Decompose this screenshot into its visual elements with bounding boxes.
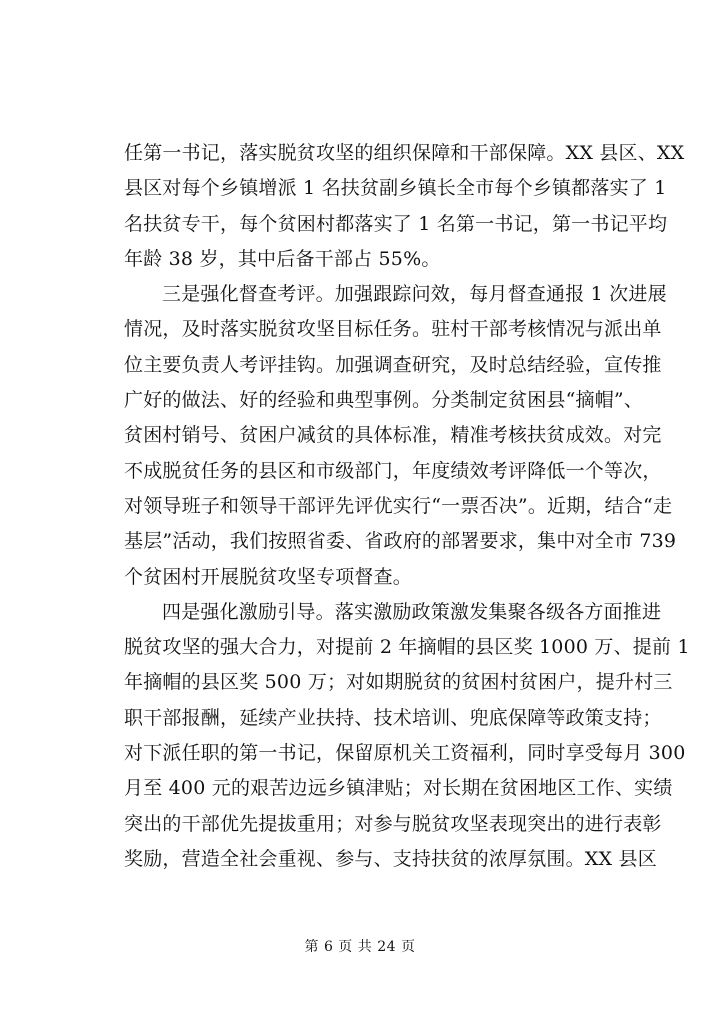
- text-line: 任第一书记，落实脱贫攻坚的组织保障和干部保障。XX 县区、XX: [124, 142, 685, 164]
- text-line: 个贫困村开展脱贫攻坚专项督查。: [124, 565, 413, 588]
- page-number-footer: 第 6 页 共 24 页: [304, 939, 416, 955]
- text-line: 奖励，营造全社会重视、参与、支持扶贫的浓厚氛围。XX 县区: [124, 847, 657, 870]
- text-line: 贫困村销号、贫困户减贫的具体标准，精准考核扶贫成效。对完: [124, 424, 662, 447]
- text-line: 脱贫攻坚的强大合力，对提前 2 年摘帽的县区奖 1000 万、提前 1: [124, 636, 690, 659]
- text-line: 对领导班子和领导干部评先评优实行“一票否决”。近期，结合“走: [124, 494, 673, 517]
- text-line: 对下派任职的第一书记，保留原机关工资福利，同时享受每月 300: [124, 742, 686, 765]
- text-line: 名扶贫专干，每个贫困村都落实了 1 名第一书记，第一书记平均: [124, 212, 668, 235]
- text-line: 年摘帽的县区奖 500 万；对如期脱贫的贫困村贫困户，提升村三: [124, 671, 673, 694]
- text-line: 位主要负责人考评挂钩。加强调查研究，及时总结经验，宣传推: [124, 353, 662, 376]
- text-line: 月至 400 元的艰苦边远乡镇津贴；对长期在贫困地区工作、实绩: [124, 777, 673, 800]
- paragraph-start-line: 四是强化激励引导。落实激励政策激发集聚各级各方面推进: [162, 600, 662, 623]
- text-line: 情况，及时落实脱贫攻坚目标任务。驻村干部考核情况与派出单: [124, 318, 662, 341]
- text-line: 基层”活动，我们按照省委、省政府的部署要求，集中对全市 739: [124, 530, 677, 553]
- document-body: [124, 136, 690, 877]
- text-line: 广好的做法、好的经验和典型事例。分类制定贫困县“摘帽”、: [124, 389, 644, 412]
- text-line: 职干部报酬，延续产业扶持、技术培训、兜底保障等政策支持；: [124, 706, 662, 729]
- text-line: 突出的干部优先提拔重用；对参与脱贫攻坚表现突出的进行表彰: [124, 812, 662, 835]
- text-line: 县区对每个乡镇增派 1 名扶贫副乡镇长全市每个乡镇都落实了 1: [124, 177, 667, 200]
- text-line: 不成脱贫任务的县区和市级部门，年度绩效考评降低一个等次，: [124, 459, 662, 482]
- text-line: 年龄 38 岁，其中后备干部占 55%。: [124, 247, 441, 270]
- paragraph-start-line: 三是强化督查考评。加强跟踪问效，每月督查通报 1 次进展: [162, 283, 667, 306]
